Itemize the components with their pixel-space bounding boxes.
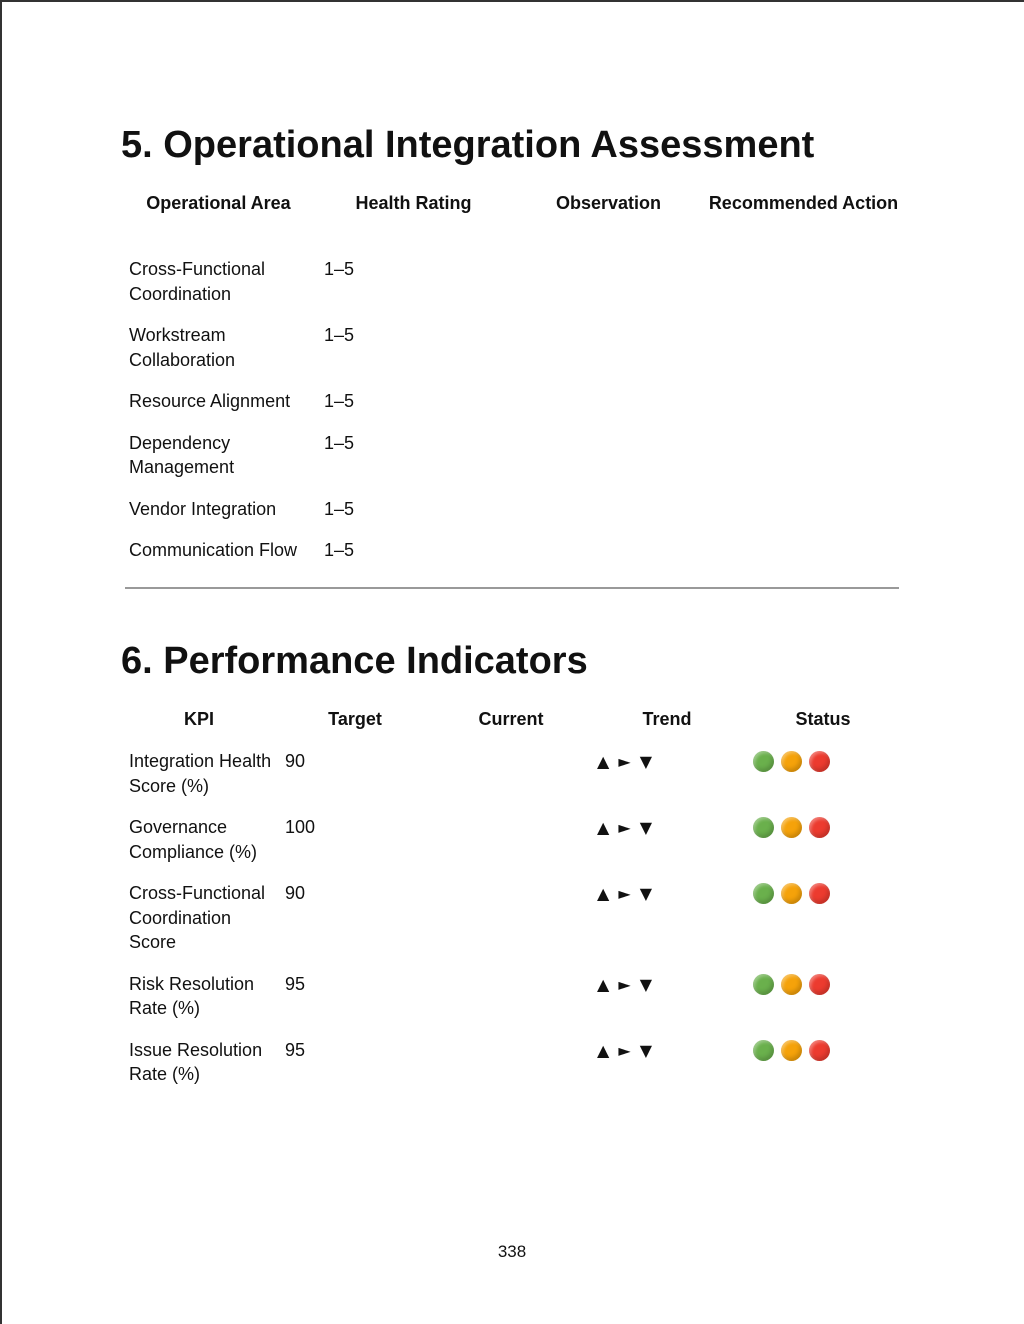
header-kpi: KPI [183, 709, 214, 729]
trend-cell [589, 972, 745, 1038]
health-rating-cell: 1–5 [324, 259, 355, 279]
table-row [121, 538, 901, 580]
health-rating-cell: 1–5 [324, 540, 355, 560]
operational-area-cell: Workstream Collaboration [129, 325, 236, 370]
table-row [121, 389, 901, 431]
green-circle-icon [753, 751, 774, 772]
trend-arrows-icon: ▲ ► ▼ [597, 1040, 655, 1060]
recommended-action-cell [706, 538, 901, 580]
table-header-row [121, 707, 901, 749]
status-cell [745, 881, 901, 972]
kpi-cell: Risk Resolution Rate (%) [129, 973, 255, 1018]
operational-area-cell: Dependency Management [129, 432, 235, 477]
trend-cell [589, 815, 745, 881]
kpi-cell: Integration Health Score (%) [129, 751, 272, 796]
section-6-title: 6. Performance Indicators [121, 640, 588, 682]
status-cell [745, 815, 901, 881]
health-rating-cell: 1–5 [324, 325, 355, 345]
green-circle-icon [753, 817, 774, 838]
status-cell [745, 972, 901, 1038]
header-observation: Observation [555, 193, 662, 213]
trend-arrows-icon: ▲ ► ▼ [597, 752, 655, 771]
red-circle-icon [809, 883, 830, 904]
red-circle-icon [809, 1040, 830, 1061]
header-target: Target [328, 709, 382, 729]
trend-cell [589, 749, 745, 815]
current-cell [433, 749, 589, 815]
green-circle-icon [753, 1040, 774, 1061]
green-circle-icon [753, 883, 774, 904]
kpi-cell: Governance Compliance (%) [129, 817, 258, 862]
observation-cell [511, 389, 706, 431]
header-trend: Trend [642, 709, 692, 729]
table-row [121, 497, 901, 539]
orange-circle-icon [781, 1040, 802, 1061]
target-cell: 95 [285, 973, 306, 994]
header-health-rating: Health Rating [355, 193, 472, 213]
table-row [121, 972, 901, 1038]
table-header-row [121, 191, 901, 257]
kpi-cell: Issue Resolution Rate (%) [129, 1039, 263, 1084]
section-divider [125, 587, 899, 589]
operational-area-cell: Resource Alignment [129, 391, 291, 411]
current-cell [433, 972, 589, 1038]
table-row [121, 815, 901, 881]
trend-arrows-icon: ▲ ► ▼ [597, 974, 655, 994]
current-cell [433, 815, 589, 881]
page-left-border [0, 0, 2, 1324]
recommended-action-cell [706, 323, 901, 389]
green-circle-icon [753, 974, 774, 995]
recommended-action-cell [706, 497, 901, 539]
current-cell [433, 1038, 589, 1104]
table-row [121, 881, 901, 972]
observation-cell [511, 497, 706, 539]
table-row [121, 431, 901, 497]
orange-circle-icon [781, 883, 802, 904]
operational-assessment-table [121, 191, 901, 580]
page-number: 338 [497, 1242, 527, 1261]
target-cell: 90 [285, 751, 306, 771]
orange-circle-icon [781, 974, 802, 995]
orange-circle-icon [781, 751, 802, 772]
red-circle-icon [809, 751, 830, 772]
observation-cell [511, 538, 706, 580]
recommended-action-cell [706, 431, 901, 497]
table-row [121, 1038, 901, 1104]
section-5-title: 5. Operational Integration Assessment [121, 124, 815, 166]
operational-area-cell: Communication Flow [129, 540, 298, 560]
header-status: Status [795, 709, 851, 729]
trend-arrows-icon: ▲ ► ▼ [597, 818, 655, 837]
health-rating-cell: 1–5 [324, 391, 355, 411]
observation-cell [511, 431, 706, 497]
table-row [121, 749, 901, 815]
status-cell [745, 749, 901, 815]
target-cell: 90 [285, 883, 306, 903]
target-cell: 95 [285, 1039, 306, 1060]
header-current: Current [478, 709, 544, 729]
target-cell: 100 [285, 817, 316, 837]
kpi-cell: Cross-Functional Coordination Score [129, 883, 266, 952]
red-circle-icon [809, 974, 830, 995]
trend-arrows-icon: ▲ ► ▼ [597, 884, 655, 903]
trend-cell [589, 881, 745, 972]
operational-area-cell: Vendor Integration [129, 498, 277, 519]
health-rating-cell: 1–5 [324, 498, 355, 519]
performance-indicators-table [121, 707, 901, 1104]
header-recommended-action: Recommended Action [708, 193, 899, 213]
observation-cell [511, 323, 706, 389]
status-cell [745, 1038, 901, 1104]
header-operational-area: Operational Area [146, 193, 291, 213]
table-row [121, 257, 901, 323]
health-rating-cell: 1–5 [324, 432, 355, 453]
recommended-action-cell [706, 389, 901, 431]
recommended-action-cell [706, 257, 901, 323]
operational-area-cell: Cross-Functional Coordination [129, 259, 266, 304]
trend-cell [589, 1038, 745, 1104]
observation-cell [511, 257, 706, 323]
orange-circle-icon [781, 817, 802, 838]
table-row [121, 323, 901, 389]
red-circle-icon [809, 817, 830, 838]
current-cell [433, 881, 589, 972]
page-top-border [0, 0, 1024, 2]
